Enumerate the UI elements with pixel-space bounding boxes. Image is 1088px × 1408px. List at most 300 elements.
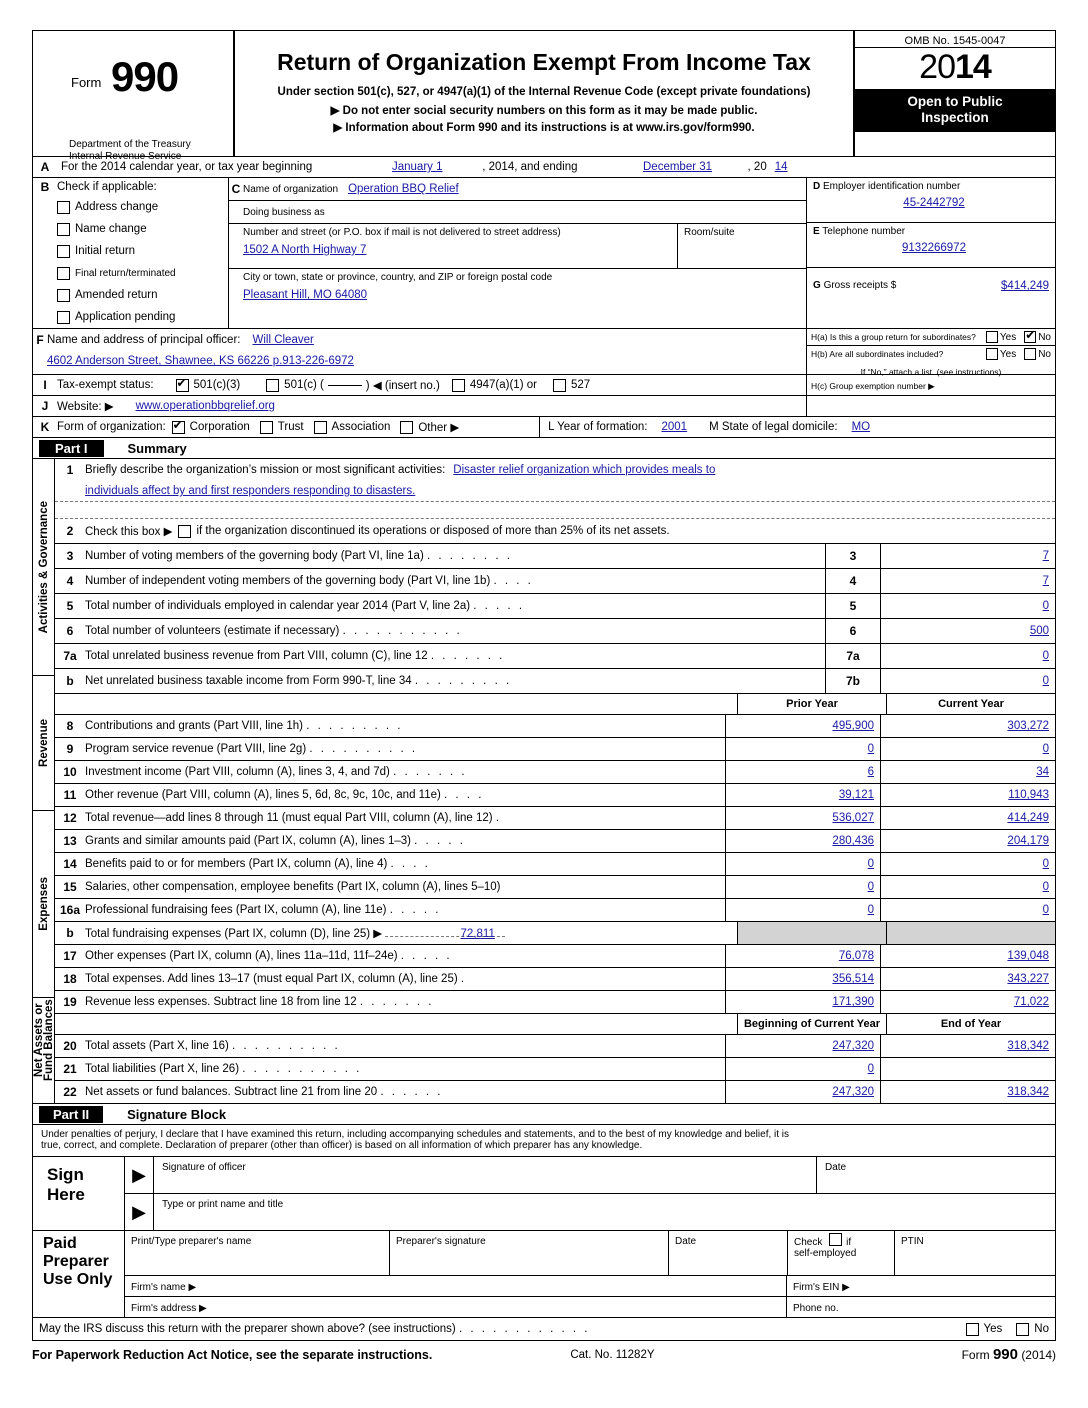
line-4-box: 4	[825, 569, 881, 593]
line-9-current[interactable]: 0	[880, 738, 1055, 760]
part-1-bar	[32, 438, 1056, 459]
line-22-row	[55, 1080, 1055, 1103]
side-label-expenses: Expenses	[37, 877, 50, 931]
form-word: Form	[71, 75, 102, 90]
line-11-current[interactable]: 110,943	[880, 784, 1055, 806]
line-20-end[interactable]: 318,342	[880, 1035, 1055, 1057]
line-7b-box: 7b	[825, 669, 881, 693]
h-a-label: H(a) Is this a group return for subordinates?	[811, 332, 976, 342]
line-8-number: 8	[66, 719, 74, 733]
street-value[interactable]: 1502 A North Highway 7	[243, 244, 367, 256]
line-4-dots: . . . .	[493, 575, 534, 587]
org-name-value[interactable]: Operation BBQ Relief	[348, 183, 459, 195]
line-f-letter: F	[36, 333, 44, 347]
footer-form-number: 990	[992, 1346, 1018, 1363]
line-18-dots: .	[460, 973, 467, 985]
h-b-row	[807, 346, 1055, 362]
line-15-current[interactable]: 0	[880, 876, 1055, 898]
street-row	[229, 224, 806, 269]
line-i-letter: I	[43, 378, 47, 392]
name-change-box[interactable]	[57, 223, 70, 236]
line-a-letter: A	[40, 160, 50, 174]
line-12-text	[85, 812, 725, 824]
line-h-block	[807, 329, 1055, 377]
initial-return-label: Initial return	[75, 245, 136, 257]
state-domicile-label: M State of legal domicile:	[709, 421, 838, 433]
firm-name-row	[125, 1276, 1055, 1297]
checkbox-final-return[interactable]	[57, 262, 228, 284]
year-formation-value[interactable]: 2001	[661, 421, 688, 433]
side-label-activities: Activities & Governance	[37, 500, 50, 634]
tax-year-end-date[interactable]: December 31	[643, 161, 713, 173]
line-8-current[interactable]: 303,272	[880, 715, 1055, 737]
line-e-letter: E	[813, 226, 820, 237]
line-7b-text-label: Net unrelated business taxable income from Form 990-T, line 34	[85, 675, 412, 687]
line-13-dots: . . . . .	[414, 835, 466, 847]
ein-value[interactable]: 45-2442792	[903, 197, 965, 209]
line-14-text	[85, 858, 725, 870]
website-cell	[33, 396, 807, 416]
prior-current-header	[55, 693, 1055, 714]
part-1-body	[32, 459, 1056, 1104]
street-label: Number and street (or P.O. box if mail is not delivered to street address)	[243, 227, 561, 238]
line-6-box: 6	[825, 619, 881, 643]
sign-label-1: Sign	[47, 1165, 84, 1184]
footer-form-word: Form	[961, 1348, 990, 1362]
open-to-public-badge	[855, 90, 1055, 132]
line-22-text-label: Net assets or fund balances. Subtract line 21 from line 20	[85, 1086, 378, 1098]
footer-cat: Cat. No. 11282Y	[570, 1348, 655, 1361]
preparer-name-label: Print/Type preparer's name	[131, 1236, 252, 1247]
paid-label-3: Use Only	[43, 1271, 113, 1288]
ein-label: Employer identification number	[823, 181, 961, 192]
telephone-value[interactable]: 9132266972	[902, 242, 966, 254]
line-16a-row	[55, 898, 1055, 921]
line-3-box: 3	[825, 544, 881, 568]
city-value[interactable]: Pleasant Hill, MO 64080	[243, 289, 368, 301]
status-4947-label: 4947(a)(1) or	[469, 379, 537, 391]
line-17-number: 17	[63, 949, 77, 963]
mission-value-line2[interactable]: individuals affect by and first responders responding to disasters.	[85, 485, 416, 497]
line-3-text-label: Number of voting members of the governing body (Part VI, line 1a)	[85, 550, 424, 562]
officer-signature-field[interactable]	[154, 1157, 817, 1193]
preparer-name-field[interactable]	[125, 1231, 390, 1275]
gross-receipts-label: Gross receipts $	[823, 280, 897, 291]
status-501c3-box[interactable]	[176, 379, 189, 392]
firm-phone-field[interactable]	[787, 1297, 1055, 1317]
expense-lines	[55, 829, 1055, 1013]
form-number: 990	[111, 53, 179, 100]
line-16a-dots: . . . . .	[389, 904, 441, 916]
line-12-current[interactable]: 414,249	[880, 807, 1055, 829]
line-2-number: 2	[66, 524, 74, 538]
status-527-box[interactable]	[553, 379, 566, 392]
line-j-row	[32, 396, 1056, 417]
form-corporation-box[interactable]	[172, 421, 185, 434]
discuss-yes-box[interactable]	[966, 1323, 979, 1336]
h-c-label: H(c) Group exemption number ▶	[811, 381, 935, 391]
paid-preparer-label	[33, 1231, 125, 1317]
status-501c-insert[interactable]	[328, 385, 362, 386]
part-2-title: Signature Block	[127, 1106, 227, 1122]
line-16b-text-label: Total fundraising expenses (Part IX, column (D), line 25) ▶	[85, 928, 383, 940]
line-5-text-label: Total number of individuals employed in calendar year 2014 (Part V, line 2a)	[85, 600, 471, 612]
line-12-prior[interactable]: 536,027	[725, 807, 880, 829]
line-16a-prior[interactable]: 0	[725, 899, 880, 921]
discuss-no-box[interactable]	[1016, 1323, 1029, 1336]
part-2-bar	[32, 1104, 1056, 1125]
line-6-value[interactable]: 500	[1029, 625, 1049, 637]
state-domicile-value[interactable]: MO	[851, 421, 871, 433]
dba-row	[229, 201, 806, 224]
line-3-text	[85, 550, 825, 562]
website-label: Website: ▶	[57, 401, 114, 413]
application-pending-box[interactable]	[57, 311, 70, 324]
line-14-dots: . . . .	[390, 858, 431, 870]
line-10-text	[85, 766, 725, 778]
checkbox-name-change[interactable]	[57, 218, 228, 240]
mission-line-2	[55, 481, 1055, 502]
line-16b-text	[85, 926, 737, 940]
side-label-revenue: Revenue	[37, 719, 50, 767]
status-4947-box[interactable]	[452, 379, 465, 392]
line-4-text-label: Number of independent voting members of the governing body (Part VI, line 1b)	[85, 575, 491, 587]
line-2-checkbox[interactable]	[178, 525, 191, 538]
self-employed-box[interactable]	[829, 1233, 842, 1246]
amended-return-label: Amended return	[75, 289, 158, 301]
preparer-ptin-field[interactable]	[895, 1231, 1055, 1275]
h-note-text: If “No,” attach a list. (see instructions)	[860, 367, 1002, 377]
status-501c-box[interactable]	[266, 379, 279, 392]
h-a-no-box[interactable]	[1024, 331, 1036, 343]
officer-signature-label: Signature of officer	[162, 1162, 246, 1173]
firm-ein-field[interactable]	[787, 1276, 1055, 1296]
line-16a-current[interactable]: 0	[880, 899, 1055, 921]
mission-value-line1[interactable]: Disaster relief organization which provides meals to	[453, 464, 716, 476]
initial-return-box[interactable]	[57, 245, 70, 258]
form-header	[32, 30, 1056, 162]
line-10-number: 10	[63, 765, 77, 779]
begin-end-header	[55, 1013, 1055, 1034]
discuss-no-label: No	[1034, 1323, 1049, 1335]
line-8-dots: . . . . . . . . .	[306, 720, 404, 732]
line-22-begin[interactable]: 247,320	[725, 1081, 880, 1103]
line-7a-dots: . . . . . . .	[430, 650, 505, 662]
line-17-row	[55, 944, 1055, 967]
line-j-letter: J	[41, 399, 49, 413]
tax-year-begin-date[interactable]: January 1	[391, 161, 443, 173]
mission-line-3	[55, 502, 1055, 519]
tax-year-end-year[interactable]: 14	[774, 161, 788, 173]
col-current-year: Current Year	[886, 694, 1055, 714]
line-13-prior[interactable]: 280,436	[725, 830, 880, 852]
line-15-text	[85, 881, 725, 893]
perjury-line-2: true, correct, and complete. Declaration of preparer (other than officer) is based on all information of which preparer has any knowledge.	[41, 1140, 643, 1151]
line-16a-number: 16a	[59, 903, 81, 917]
line-22-text	[85, 1086, 725, 1098]
line-14-current[interactable]: 0	[880, 853, 1055, 875]
line-18-text-label: Total expenses. Add lines 13–17 (must equal Part IX, column (A), line 25)	[85, 973, 458, 985]
checkbox-initial-return[interactable]	[57, 240, 228, 262]
name-title-arrow-icon: ▶	[125, 1194, 154, 1230]
firm-ein-label: Firm's EIN ▶	[793, 1282, 850, 1293]
line-11-number: 11	[63, 788, 77, 802]
city-row	[229, 269, 806, 311]
sign-fields	[125, 1157, 1055, 1230]
header-center	[233, 31, 855, 156]
gross-receipts-value[interactable]: $414,249	[1001, 280, 1049, 292]
line-16b-inline-value[interactable]: 72,811	[460, 928, 495, 940]
line-17-dots: . . . . .	[400, 950, 453, 962]
line-7b-row	[55, 668, 1055, 693]
line-19-text	[85, 996, 725, 1008]
name-change-label: Name change	[75, 223, 147, 235]
checkbox-application-pending[interactable]	[57, 306, 228, 328]
telephone-label: Telephone number	[822, 226, 906, 237]
preparer-if-label: if	[846, 1237, 852, 1248]
line-11-text-label: Other revenue (Part VIII, column (A), lines 5, 6d, 8c, 9c, 10c, and 11e)	[85, 789, 441, 801]
line-22-dots: . . . . . .	[380, 1086, 443, 1098]
form-footer	[32, 1346, 1056, 1363]
line-f-block	[33, 329, 807, 374]
dept-line-2: Internal Revenue Service	[69, 151, 182, 162]
line-4-row	[55, 568, 1055, 593]
ein-cell	[807, 178, 1055, 223]
discuss-dots: . . . . . . . . . . . .	[458, 1323, 590, 1335]
line-20-begin[interactable]: 247,320	[725, 1035, 880, 1057]
line-6-dots: . . . . . . . . . . .	[342, 625, 463, 637]
line-9-text-label: Program service revenue (Part VIII, line 2g)	[85, 743, 307, 755]
line-13-current[interactable]: 204,179	[880, 830, 1055, 852]
line-12-dots: .	[495, 812, 502, 824]
tax-exempt-status	[33, 375, 807, 395]
sign-label-2: Here	[47, 1185, 85, 1204]
officer-h-block	[32, 329, 1056, 375]
line-k-letter: K	[40, 420, 50, 434]
line-7a-number: 7a	[63, 649, 77, 663]
room-label: Room/suite	[684, 227, 735, 238]
h-a-yes-label: Yes	[999, 331, 1017, 343]
address-change-label: Address change	[75, 201, 159, 213]
line-2-text-2: if the organization discontinued its operations or disposed of more than 25% of its net assets.	[196, 525, 670, 537]
h-b-no-label: No	[1038, 348, 1051, 360]
footer-right	[962, 1346, 1056, 1363]
line-20-dots: . . . . . . . . . .	[232, 1040, 341, 1052]
address-change-box[interactable]	[57, 201, 70, 214]
checkbox-address-change[interactable]	[57, 196, 228, 218]
line-17-prior[interactable]: 76,078	[725, 945, 880, 967]
checkbox-amended-return[interactable]	[57, 284, 228, 306]
line-16b-row	[55, 921, 1055, 944]
line-18-prior[interactable]: 356,514	[725, 968, 880, 990]
line-21-text	[85, 1063, 725, 1075]
h-note	[807, 362, 1055, 377]
line-1-row	[55, 459, 1055, 481]
line-7a-text-label: Total unrelated business revenue from Part VIII, column (C), line 12	[85, 650, 428, 662]
line-5-dots: . . . . .	[473, 600, 525, 612]
line-9-row	[55, 737, 1055, 760]
amended-return-box[interactable]	[57, 289, 70, 302]
h-b-yes-box[interactable]	[986, 348, 998, 360]
form-trust-box[interactable]	[260, 421, 273, 434]
officer-signature-row	[125, 1157, 1055, 1194]
street-cell	[229, 224, 678, 268]
line-20-number: 20	[63, 1039, 77, 1053]
line-19-current[interactable]: 71,022	[880, 991, 1055, 1013]
tax-year-prefix: 20	[919, 48, 955, 86]
line-21-end[interactable]	[880, 1058, 1055, 1080]
sign-here-block	[32, 1157, 1056, 1231]
preparer-date-label: Date	[675, 1236, 697, 1247]
col-end-year: End of Year	[886, 1014, 1055, 1034]
line-4-text	[85, 575, 825, 587]
line-8-row	[55, 714, 1055, 737]
form-corporation-label: Corporation	[189, 421, 250, 433]
preparer-selfemployed-label: self-employed	[794, 1248, 857, 1259]
line-g-letter: G	[813, 280, 821, 291]
preparer-ptin-label: PTIN	[901, 1236, 924, 1247]
line-21-begin[interactable]: 0	[725, 1058, 880, 1080]
line-7a-row	[55, 643, 1055, 668]
line-15-prior[interactable]: 0	[725, 876, 880, 898]
preparer-info-row	[125, 1231, 1055, 1276]
preparer-signature-field[interactable]	[390, 1231, 669, 1275]
tax-year	[855, 47, 1055, 90]
lines-3-7-table	[55, 543, 1055, 693]
officer-name-title-field[interactable]	[154, 1194, 1055, 1230]
line-14-number: 14	[63, 857, 77, 871]
line-18-current[interactable]: 343,227	[880, 968, 1055, 990]
line-16a-text	[85, 904, 725, 916]
footer-form-year: (2014)	[1021, 1348, 1056, 1362]
line-12-text-label: Total revenue—add lines 8 through 11 (must equal Part VIII, column (A), line 12)	[85, 812, 493, 824]
firm-name-field[interactable]	[125, 1276, 787, 1296]
line-9-prior[interactable]: 0	[725, 738, 880, 760]
line-7a-value[interactable]: 0	[1042, 650, 1049, 662]
h-a-yes-box[interactable]	[986, 331, 998, 343]
form-body	[32, 30, 1056, 1363]
discuss-yes-label: Yes	[983, 1323, 1003, 1335]
line-c-letter: C	[231, 182, 241, 196]
line-8-prior[interactable]: 495,900	[725, 715, 880, 737]
line-7b-text	[85, 675, 825, 687]
firm-address-row	[125, 1297, 1055, 1317]
line-11-text	[85, 789, 725, 801]
line-13-number: 13	[63, 834, 77, 848]
form-association-box[interactable]	[314, 421, 327, 434]
line-1-label: Briefly describe the organization’s mission or most significant activities:	[85, 464, 446, 476]
line-19-dots: . . . . . . .	[359, 996, 434, 1008]
line-22-end[interactable]: 318,342	[880, 1081, 1055, 1103]
line-a-mid: , 2014, and ending	[482, 161, 578, 173]
part-1-lines	[55, 459, 1055, 1103]
officer-address-value[interactable]: 4602 Anderson Street, Shawnee, KS 66226 p.913-226-6972	[47, 355, 354, 367]
h-b-yes-label: Yes	[999, 348, 1017, 360]
line-b-title: Check if applicable:	[57, 181, 157, 193]
signature-arrow-icon: ▶	[125, 1157, 154, 1193]
revenue-lines	[55, 714, 1055, 829]
line-d-letter: D	[813, 181, 821, 192]
line-11-row	[55, 783, 1055, 806]
perjury-block	[32, 1125, 1056, 1157]
dept-line-1: Department of the Treasury	[69, 139, 191, 150]
line-15-number: 15	[63, 880, 77, 894]
h-b-no-box[interactable]	[1024, 348, 1036, 360]
open-to-public-line2: Inspection	[921, 110, 989, 125]
org-name-row	[229, 178, 806, 201]
year-formation-label: L Year of formation:	[539, 417, 647, 437]
line-3-row	[55, 543, 1055, 568]
line-11-prior[interactable]: 39,121	[725, 784, 880, 806]
line-14-prior[interactable]: 0	[725, 853, 880, 875]
form-subtitle-3-text: ▶ Information about Form 990 and its instructions is at www.irs.gov/form990.	[333, 122, 755, 134]
org-form-label: Form of organization:	[57, 421, 166, 433]
preparer-date-field[interactable]	[669, 1231, 788, 1275]
line-a-text: For the 2014 calendar year, or tax year beginning	[61, 161, 313, 173]
line-5-value[interactable]: 0	[1042, 600, 1049, 612]
line-5-number: 5	[66, 599, 74, 613]
line-19-row	[55, 990, 1055, 1013]
header-left	[33, 31, 233, 162]
line-19-prior[interactable]: 171,390	[725, 991, 880, 1013]
line-14-text-label: Benefits paid to or for members (Part IX, column (A), line 4)	[85, 858, 388, 870]
line-18-number: 18	[63, 972, 77, 986]
form-subtitle-2: ▶ Do not enter social security numbers on this form as it may be made public.	[330, 105, 758, 117]
line-4-value[interactable]: 7	[1042, 575, 1049, 587]
line-3-value[interactable]: 7	[1042, 550, 1049, 562]
line-16b-prior-shaded	[737, 922, 886, 944]
line-6-number: 6	[66, 624, 74, 638]
line-21-text-label: Total liabilities (Part X, line 26)	[85, 1063, 240, 1075]
omb-number: OMB No. 1545-0047	[904, 35, 1006, 47]
h-a-row	[807, 329, 1055, 346]
line-5-row	[55, 593, 1055, 618]
side-labels	[33, 459, 55, 1103]
status-501c-tail: ) ◀ (insert no.)	[365, 380, 440, 392]
form-other-box[interactable]	[400, 421, 413, 434]
firm-address-field[interactable]	[125, 1297, 787, 1317]
room-suite-cell	[678, 224, 806, 268]
officer-name-value[interactable]: Will Cleaver	[252, 334, 314, 346]
line-17-current[interactable]: 139,048	[880, 945, 1055, 967]
final-return-label: Final return/terminated	[75, 267, 176, 279]
h-a-no-label: No	[1038, 331, 1051, 343]
line-15-row	[55, 875, 1055, 898]
line-10-prior[interactable]: 6	[725, 761, 880, 783]
final-return-box[interactable]	[57, 267, 70, 280]
line-17-text-label: Other expenses (Part IX, column (A), lines 11a–11d, 11f–24e)	[85, 950, 398, 962]
telephone-cell	[807, 223, 1055, 268]
line-10-text-label: Investment income (Part VIII, column (A), lines 3, 4, and 7d)	[85, 766, 390, 778]
line-2-row	[55, 519, 1055, 543]
line-7b-number: b	[66, 674, 74, 688]
line-7b-value[interactable]: 0	[1042, 675, 1049, 687]
firm-name-label: Firm's name ▶	[131, 1282, 197, 1293]
h-b-label: H(b) Are all subordinates included?	[811, 349, 944, 359]
line-10-current[interactable]: 34	[880, 761, 1055, 783]
line-19-text-label: Revenue less expenses. Subtract line 18 from line 12	[85, 996, 357, 1008]
line-13-text	[85, 835, 725, 847]
paid-preparer-block	[32, 1231, 1056, 1318]
officer-date-field[interactable]	[817, 1157, 1055, 1193]
part-1-label: Part I	[39, 440, 104, 457]
preparer-selfemployed-field[interactable]	[788, 1231, 895, 1275]
officer-name-title-label: Type or print name and title	[162, 1199, 284, 1210]
col-prior-year: Prior Year	[737, 694, 886, 714]
line-12-number: 12	[63, 811, 77, 825]
line-6-text	[85, 625, 825, 637]
website-value[interactable]: www.operationbbqrelief.org	[135, 400, 275, 412]
